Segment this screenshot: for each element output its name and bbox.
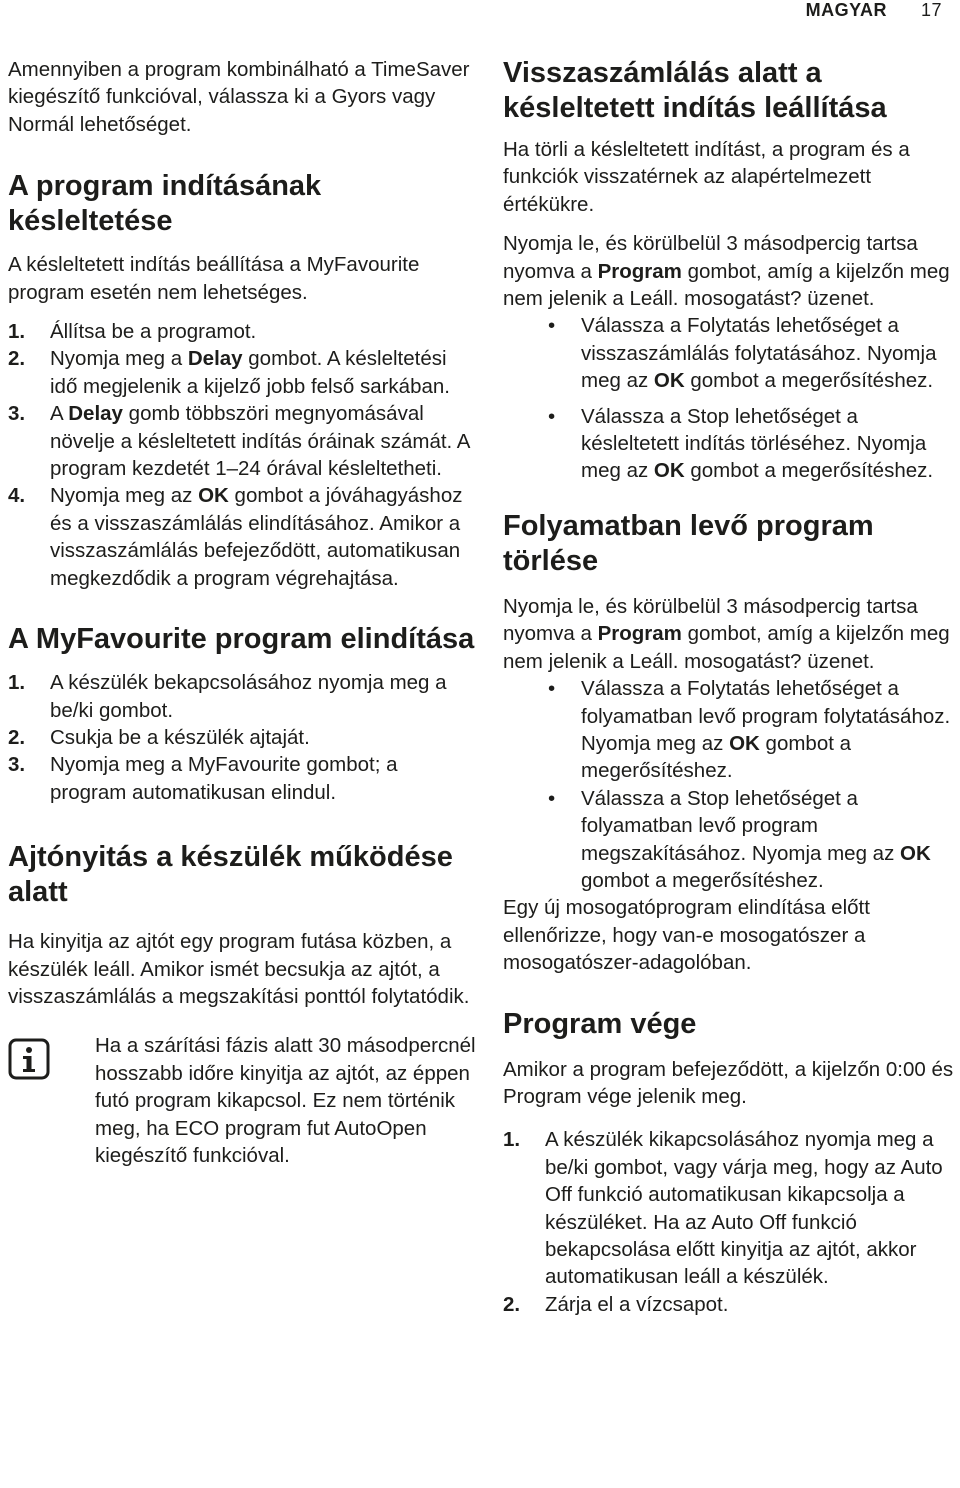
cancel-delay-options [503,312,955,484]
heading-cancel-delay: Visszaszámlálás alatt a késleltetett indítás leállítása [503,57,887,124]
header-language: MAGYAR [805,0,887,20]
list-item: • Válassza a Folytatás lehetőséget a visszaszámlálás folytatásához. Nyomja meg az OK gombot a megerősítéshez. [548,314,937,393]
list-item: • Válassza a Stop lehetőséget a késleltetett indítás törléséhez. Nyomja meg az OK gombot a megerősítéshez. [548,404,934,483]
right-column [503,56,955,1318]
heading-door-open: Ajtónyitás a készülék működése alatt [8,841,453,909]
delay-note: A késleltetett indítás beállítása a MyFavourite program esetén nem lehetséges. [8,253,420,304]
list-item: 1. A készülék kikapcsolásához nyomja meg a be/ki gombot, vagy várja meg, hogy az Auto Off funkció automatikusan kikapcsolja a készüléket. Ha az Auto Off funkció bekapcsolása előtt kinyitja az ajtót, akkor automatikusan leáll a készülék. [503,1128,943,1289]
list-item: • Válassza a Stop lehetőséget a folyamatban levő program megszakításához. Nyomja meg az OK gombot a megerősítéshez. [548,786,931,892]
page-header [806,0,942,21]
delay-steps [8,318,476,592]
bullet-icon: • [548,314,556,338]
left-column [8,56,476,1169]
list-item: • Válassza a Folytatás lehetőséget a folyamatban levő program folytatásához. Nyomja meg az OK gombot a megerősítéshez. [548,677,951,783]
list-item: 1. A készülék bekapcsolásához nyomja meg a be/ki gombot. [8,671,447,722]
door-paragraph: Ha kinyitja az ajtót egy program futása közben, a készülék leáll. Amikor ismét becsukja az ajtót, a visszaszámlálás a megszakítási ponttól folytatódik. [8,930,470,1008]
bullet-icon: • [548,404,556,428]
list-item: 2. Csukja be a készülék ajtaját. [8,725,310,749]
cancel-delay-instruction: Nyomja le, és körülbelül 3 másodpercig tartsa nyomva a Program gombot, amíg a kijelzőn meg nem jelenik a Leáll. mosogatást? üzenet. [503,232,950,311]
myfavourite-steps [8,669,476,806]
list-item: 2. Zárja el a vízcsapot. [503,1292,729,1316]
info-icon [8,1038,50,1080]
list-item: 1. Állítsa be a programot. [8,320,257,344]
list-item: 3. Nyomja meg a MyFavourite gombot; a program automatikusan elindul. [8,753,398,804]
program-end-steps [503,1126,955,1318]
cancel-running-instruction: Nyomja le, és körülbelül 3 másodpercig tartsa nyomva a Program gombot, amíg a kijelzőn meg nem jelenik a Leáll. mosogatást? üzenet. [503,594,950,673]
bullet-icon: • [548,677,556,701]
heading-delay-start: A program indításának késleltetése [8,170,322,238]
info-text: Ha a szárítási fázis alatt 30 másodpercnél hosszabb időre kinyitja az ajtót, az éppen futó program kikapcsol. Ez nem történik meg, ha ECO program fut AutoOpen kiegészítő funkcióval. [95,1034,476,1167]
cancel-delay-paragraph: Ha törli a késleltetett indítást, a program és a funkciók visszatérnek az alapértelmezett értékükre. [503,138,910,216]
cancel-running-after: Egy új mosogatóprogram elindítása előtt ellenőrizze, hogy van-e mosogatószer a mosogatószer-adagolóban. [503,896,870,975]
intro-paragraph: Amennyiben a program kombinálható a TimeSaver kiegészítő funkcióval, válassza ki a Gyors vagy Normál lehetőséget. [8,58,470,136]
heading-cancel-running: Folyamatban levő program törlése [503,509,874,577]
list-item: 3. A Delay gomb többszöri megnyomásával növelje a késleltetett indítás óráinak számát. A program kezdetét 1–24 órával késleltetheti. [8,402,470,481]
heading-myfavourite: A MyFavourite program elindítása [8,623,475,656]
list-item: 2. Nyomja meg a Delay gombot. A késleltetési idő megjelenik a kijelző jobb felső sarkában. [8,347,450,398]
list-item: 4. Nyomja meg az OK gombot a jóváhagyáshoz és a visszaszámlálás elindításához. Amikor a visszaszámlálás befejeződött, automatikusan megkezdődik a program végrehajtása. [8,484,463,590]
cancel-running-options [503,675,955,894]
program-end-paragraph: Amikor a program befejeződött, a kijelzőn 0:00 és Program vége jelenik meg. [503,1057,954,1108]
bullet-icon: • [548,786,556,810]
page-number: 17 [920,0,942,20]
info-box [8,1032,476,1169]
heading-program-end: Program vége [503,1007,697,1040]
